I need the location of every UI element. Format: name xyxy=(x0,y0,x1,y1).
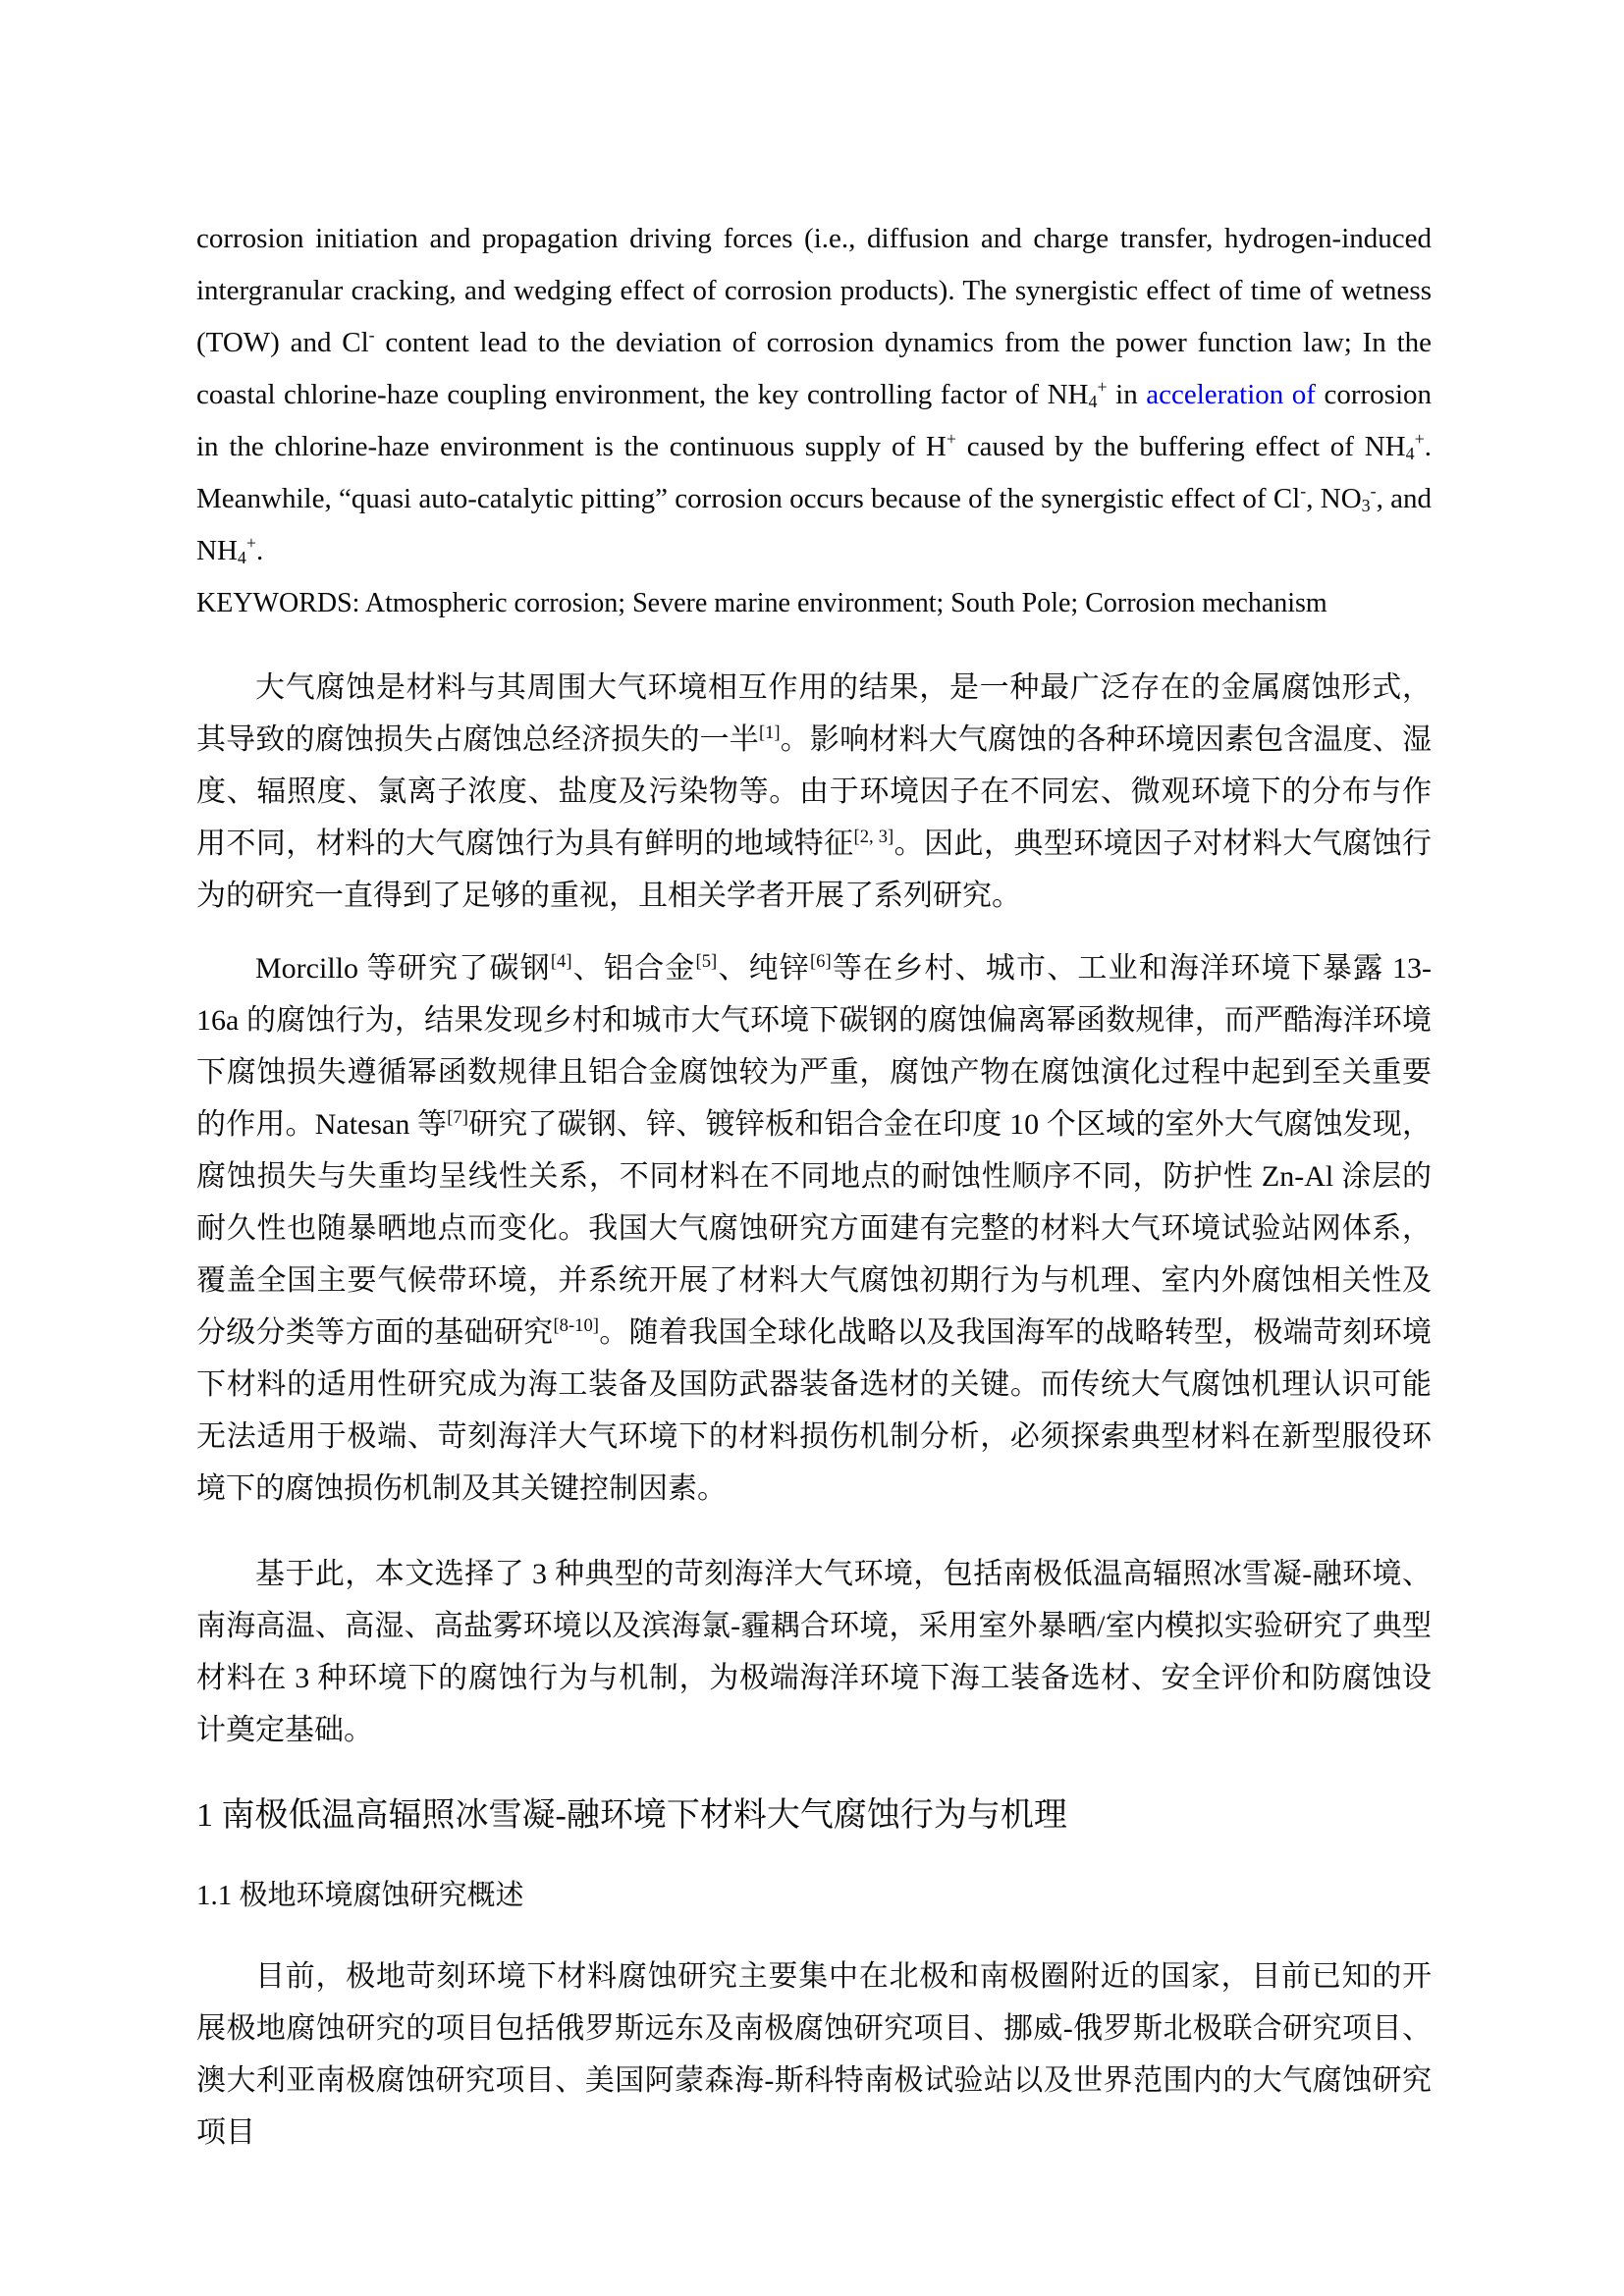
text-run: 、纯锌 xyxy=(717,952,810,985)
sup-text: [5] xyxy=(695,950,718,972)
text-run: , NO xyxy=(1306,483,1362,514)
paragraph-atmospheric-corrosion-intro xyxy=(196,662,1432,922)
text-run: 等在乡村、城市、工业和海洋环境下暴露 13-16a 的腐蚀行为，结果发现乡村和城市大气环境下碳钢的腐蚀偏离幂函数规律，而严酷海洋环境下腐蚀损失遵循幂函数规律且铝合金腐蚀较为严重，腐蚀产物在腐蚀演化过程中起到至关重要的作用。Natesan 等 xyxy=(196,952,1433,1141)
sub-text: 4 xyxy=(237,548,246,568)
sup-text: - xyxy=(1300,481,1307,502)
sup-text: + xyxy=(245,533,257,554)
section-heading-1: 1 南极低温高辐照冰雪凝-融环境下材料大气腐蚀行为与机理 xyxy=(196,1797,1067,1834)
sub-text: 4 xyxy=(1088,392,1098,412)
text-run: in xyxy=(1107,379,1147,410)
sub-text: 4 xyxy=(1405,444,1415,464)
sup-text: [4] xyxy=(550,950,572,972)
text-run: 、铝合金 xyxy=(571,952,696,985)
sub-text: 3 xyxy=(1361,496,1371,516)
keywords-line: KEYWORDS: Atmospheric corrosion; Severe marine environment; South Pole; Corrosion mechanism xyxy=(196,588,1327,618)
sup-text: [1] xyxy=(758,721,781,743)
subsection-heading-1-1: 1.1 极地环境腐蚀研究概述 xyxy=(196,1880,524,1911)
sup-text: [2, 3] xyxy=(853,826,894,847)
text-run: corrosion initiation and propagation driving forces (i.e., diffusion and charge transfer, hydrogen-induced intergranular cracking, and wedging effect of corrosion products). The synergistic effect of time of wetness (TOW) and Cl xyxy=(196,223,1432,358)
text-run: 。随着我国全球化战略以及我国海军的战略转型，极端苛刻环境下材料的适用性研究成为海工装备及国防武器装备选材的关键。而传统大气腐蚀机理认识可能无法适用于极端、苛刻海洋大气环境下的材料损伤机制分析，必须探索典型材料在新型服役环境下的腐蚀损伤机制及其关键控制因素。 xyxy=(196,1316,1433,1505)
text-run: 。影响材料大气腐蚀的各种环境因素包含温度、湿度、辐照度、氯离子浓度、盐度及污染物等。由于环境因子在不同宏、微观环境下的分布与作用不同，材料的大气腐蚀行为具有鲜明的地域特征 xyxy=(196,723,1433,860)
text-run: 大气腐蚀是材料与其周围大气环境相互作用的结果，是一种最广泛存在的金属腐蚀形式，其导致的腐蚀损失占腐蚀总经济损失的一半 xyxy=(196,671,1432,756)
sup-text: - xyxy=(1370,481,1377,502)
text-run: 目前，极地苛刻环境下材料腐蚀研究主要集中在北极和南极圈附近的国家，目前已知的开展极地腐蚀研究的项目包括俄罗斯远东及南极腐蚀研究项目、挪威-俄罗斯北极联合研究项目、澳大利亚南极腐蚀研究项目、美国阿蒙森海-斯科特南极试验站以及世界范围内的大气腐蚀研究项目 xyxy=(196,1960,1432,2149)
text-run: 。因此，典型环境因子对材料大气腐蚀行为的研究一直得到了足够的重视，且相关学者开展了系列研究。 xyxy=(196,828,1433,912)
sup-text: [6] xyxy=(809,950,832,972)
sup-text: + xyxy=(946,429,956,450)
text-run: , and NH xyxy=(196,483,1433,566)
hyperlink-text[interactable]: acceleration of xyxy=(1146,379,1316,410)
text-run: 研究了碳钢、锌、镀锌板和铝合金在印度 10 个区域的室外大气腐蚀发现，腐蚀损失与失重均呈线性关系，不同材料在不同地点的耐蚀性顺序不同，防护性 Zn-Al 涂层的耐久性也随暴晒地点而变化。我国大气腐蚀研究方面建有完整的材料大气环境试验站网体系，覆盖全国主要气候带环境，并系统开展了材料大气腐蚀初期行为与机理、室内外腐蚀相关性及分级分类等方面的基础研究 xyxy=(196,1108,1433,1349)
text-run: Morcillo 等研究了碳钢 xyxy=(255,952,551,985)
sup-text: [8-10] xyxy=(553,1314,599,1336)
text-run: . xyxy=(256,535,264,566)
text-run: corrosion in the chlorine-haze environment is the continuous supply of H xyxy=(196,379,1433,462)
text-run: 基于此，本文选择了 3 种典型的苛刻海洋大气环境，包括南极低温高辐照冰雪凝-融环境、南海高温、高湿、高盐雾环境以及滨海氯-霾耦合环境，采用室外暴晒/室内模拟实验研究了典型材料在 3 种环境下的腐蚀行为与机制，为极端海洋环境下海工装备选材、安全评价和防腐蚀设计奠定基础。 xyxy=(196,1558,1432,1746)
sup-text: + xyxy=(1097,377,1108,398)
text-run: caused by the buffering effect of NH xyxy=(955,431,1406,462)
sup-text: [7] xyxy=(447,1106,468,1128)
paragraph-polar-research-overview xyxy=(196,1950,1432,2159)
paragraph-literature-review xyxy=(196,942,1432,1515)
text-run: content lead to the deviation of corrosion dynamics from the power function law; In the coastal chlorine-haze coupling environment, the key controlling factor of NH xyxy=(196,327,1432,410)
abstract-paragraph xyxy=(196,213,1432,577)
text-run: . Meanwhile, “quasi auto-catalytic pitting” corrosion occurs because of the synergistic effect of Cl xyxy=(196,431,1432,514)
sup-text: - xyxy=(368,325,375,346)
sup-text: + xyxy=(1414,429,1425,450)
paragraph-research-approach xyxy=(196,1548,1432,1756)
